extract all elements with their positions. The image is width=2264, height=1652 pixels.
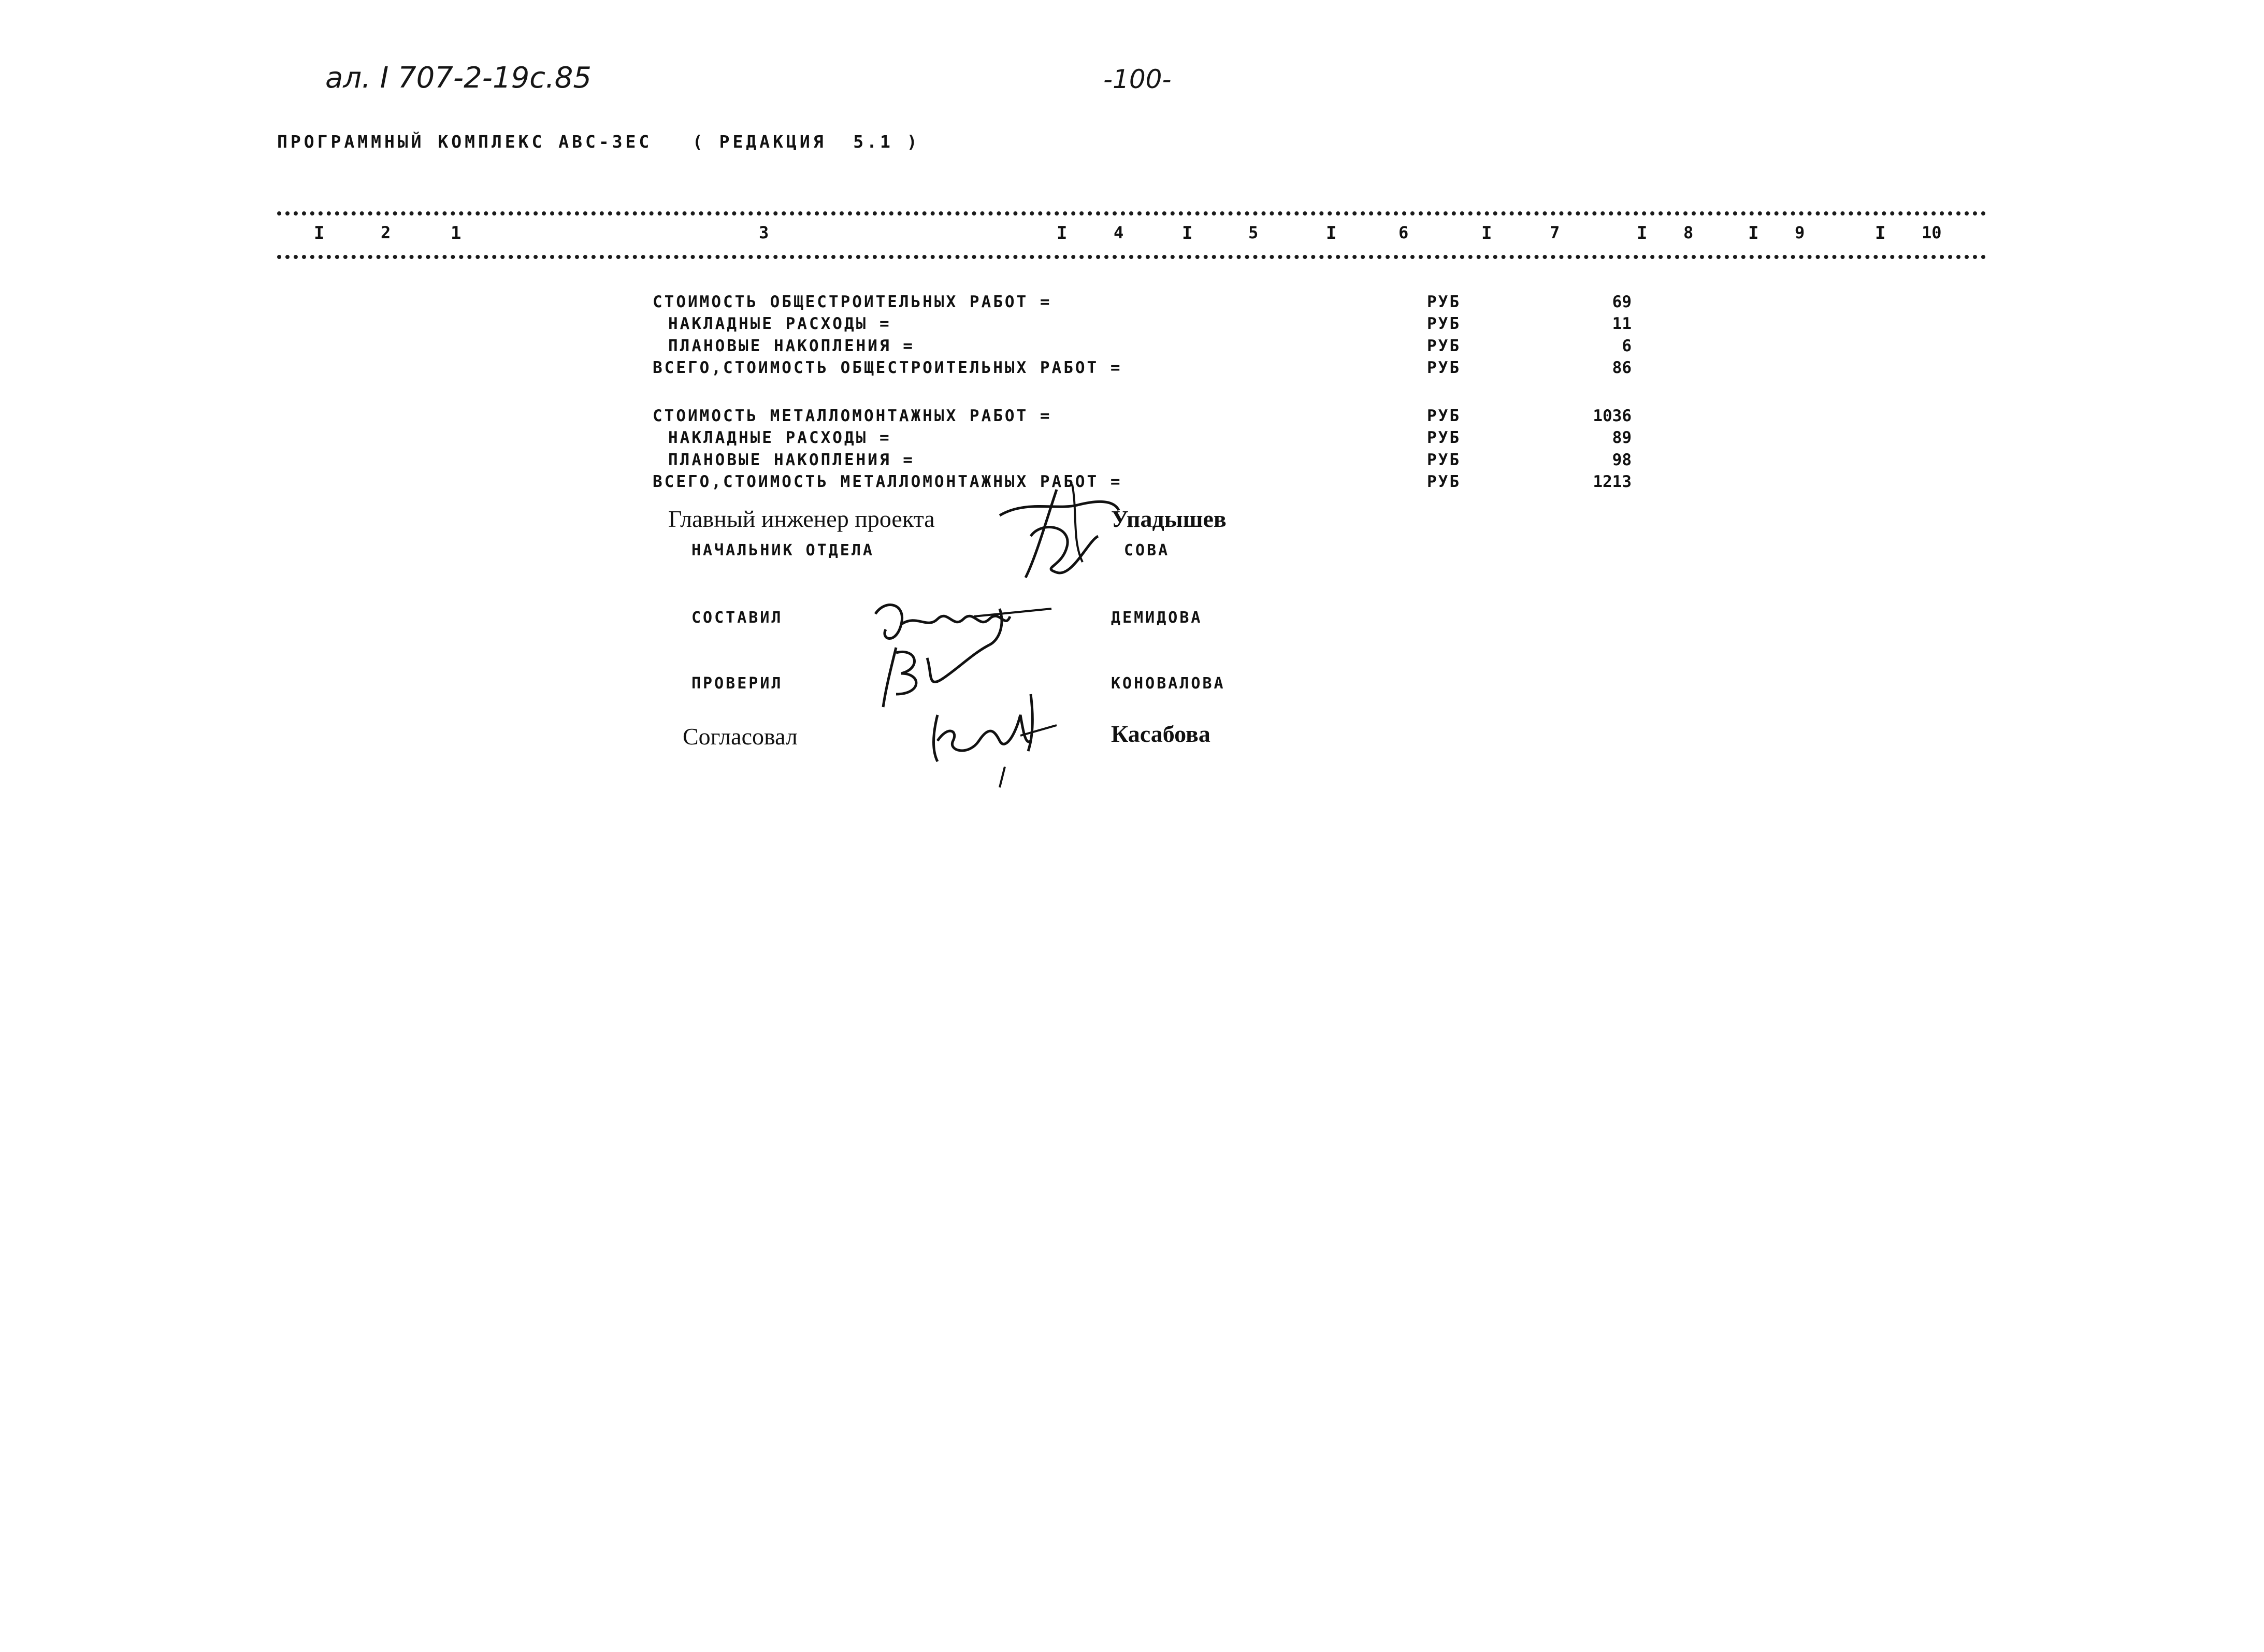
dept-head-name: СОВА	[1124, 541, 1170, 559]
cost-row-unit: РУБ	[1427, 451, 1461, 469]
cost-row-label: ВСЕГО,СТОИМОСТЬ МЕТАЛЛОМОНТАЖНЫХ РАБОТ =	[653, 472, 1122, 491]
cost-row-value: 1036	[1593, 407, 1632, 425]
cost-row-unit: РУБ	[1427, 314, 1461, 333]
column-separator: I	[1057, 223, 1068, 243]
agreed-name: Касабова	[1111, 721, 1210, 747]
signature-agreed-icon	[927, 684, 1062, 787]
column-number: 10	[1922, 223, 1942, 242]
column-separator: I	[1875, 223, 1886, 243]
cost-row-value: 6	[1622, 337, 1632, 355]
cost-row-unit: РУБ	[1427, 358, 1461, 377]
checked-label: ПРОВЕРИЛ	[691, 674, 783, 693]
chief-engineer-label: Главный инженер проекта	[668, 506, 935, 532]
cost-row-label: ПЛАНОВЫЕ НАКОПЛЕНИЯ =	[668, 451, 915, 469]
compiled-label: СОСТАВИЛ	[691, 609, 783, 627]
cost-row-value: 11	[1612, 314, 1632, 333]
cost-row-unit: РУБ	[1427, 428, 1461, 447]
column-number: 9	[1795, 223, 1805, 242]
signature-compiled-icon	[870, 593, 1057, 650]
column-number: 6	[1398, 223, 1409, 242]
cost-row-label: НАКЛАДНЫЕ РАСХОДЫ =	[668, 428, 891, 447]
column-number: 3	[759, 223, 769, 242]
program-line: ПРОГРАММНЫЙ КОМПЛЕКС АВС-3ЕС ( РЕДАКЦИЯ 5.1 )	[277, 132, 920, 152]
cost-row-unit: РУБ	[1427, 293, 1461, 311]
column-number: 2	[381, 223, 391, 242]
chief-engineer-name: Упадышев	[1111, 506, 1227, 532]
cost-row-value: 89	[1612, 428, 1632, 447]
column-separator: 1	[451, 223, 462, 243]
cost-row-label: ПЛАНОВЫЕ НАКОПЛЕНИЯ =	[668, 337, 915, 355]
column-separator: I	[1481, 223, 1492, 243]
signature-chief-engineer-icon	[994, 479, 1129, 588]
column-number: 7	[1550, 223, 1560, 242]
cost-row-unit: РУБ	[1427, 337, 1461, 355]
checked-name: КОНОВАЛОВА	[1111, 674, 1225, 693]
cost-row-label: СТОИМОСТЬ ОБЩЕСТРОИТЕЛЬНЫХ РАБОТ =	[653, 293, 1052, 311]
table-header-bottom-rule	[277, 255, 1986, 259]
page-number: -100-	[1103, 64, 1172, 94]
column-separator: I	[1637, 223, 1648, 243]
compiled-name: ДЕМИДОВА	[1111, 609, 1203, 627]
column-number: 5	[1248, 223, 1259, 242]
column-separator: I	[314, 223, 325, 243]
column-separator: I	[1182, 223, 1193, 243]
table-header-top-rule	[277, 211, 1986, 216]
cost-row-unit: РУБ	[1427, 407, 1461, 425]
cost-row-value: 1213	[1593, 472, 1632, 491]
cost-row-value: 98	[1612, 451, 1632, 469]
column-separator: I	[1748, 223, 1759, 243]
column-number: 4	[1114, 223, 1124, 242]
column-number: 8	[1683, 223, 1694, 242]
agreed-label: Согласовал	[683, 723, 798, 750]
cost-row-value: 69	[1612, 293, 1632, 311]
cost-row-unit: РУБ	[1427, 472, 1461, 491]
cost-row-label: СТОИМОСТЬ МЕТАЛЛОМОНТАЖНЫХ РАБОТ =	[653, 407, 1052, 425]
cost-row-value: 86	[1612, 358, 1632, 377]
cost-row-label: ВСЕГО,СТОИМОСТЬ ОБЩЕСТРОИТЕЛЬНЫХ РАБОТ =	[653, 358, 1122, 377]
document-code: ал. I 707-2-19с.85	[325, 61, 592, 95]
cost-row-label: НАКЛАДНЫЕ РАСХОДЫ =	[668, 314, 891, 333]
column-separator: I	[1326, 223, 1337, 243]
dept-head-label: НАЧАЛЬНИК ОТДЕЛА	[691, 541, 874, 559]
